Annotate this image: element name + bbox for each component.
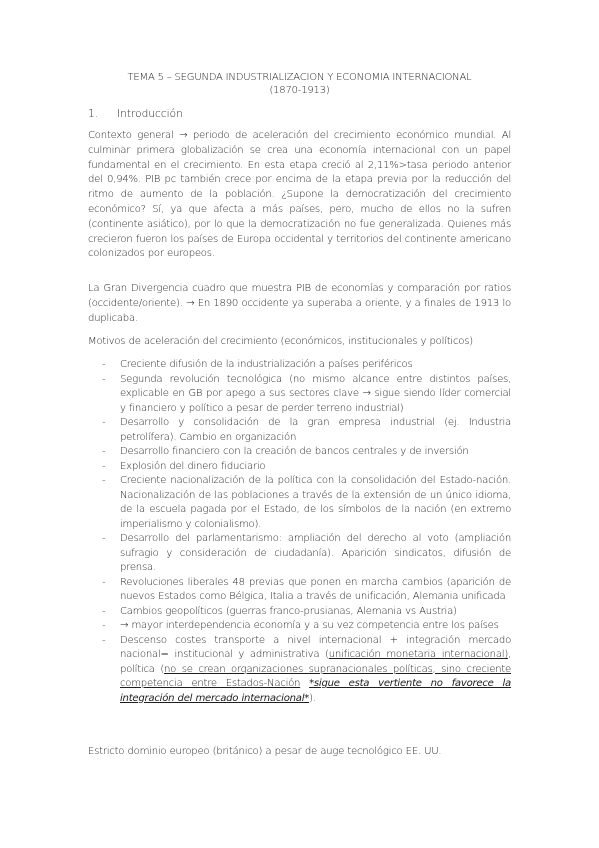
list-item: - Desarrollo y consolidación de la gran empresa industrial (ej. Industria petrolífera). Cambio en organización bbox=[102, 417, 511, 443]
list-item: - Revoluciones liberales 48 previas que ponen en marcha cambios (aparición de nuevos Estados como Bélgica, Italia a través de unificación, Alemania unificada bbox=[102, 576, 511, 602]
section-number: 1. bbox=[88, 108, 99, 120]
underlined-text: no se crean organizaciones supranacionales políticas, sino creciente competencia entre Estados-Nación bbox=[120, 663, 511, 689]
list-dash: - bbox=[102, 373, 106, 385]
underlined-italic-note: *sigue esta vertiente no favorece la integración del mercado internacional* bbox=[120, 678, 511, 704]
list-dash: - bbox=[102, 446, 106, 457]
list-item-transport: - Descenso costes transporte a nivel internacional + integración mercado nacional= institucional y administrativa (unificación monetaria internacional), política (no se crean organizaciones supranacionales políticas, sino creciente competencia entre Estados-Nación *sigue esta vertiente no favorece la integración del mercado internacional*). bbox=[102, 634, 511, 704]
list-dash: - bbox=[102, 634, 106, 646]
list-dash: - bbox=[102, 605, 106, 617]
list-item: - Cambios geopolíticos (guerras franco-prusianas, Alemania vs Austria) bbox=[102, 605, 511, 620]
list-dash: - bbox=[102, 533, 106, 544]
paragraph-context: Contexto general → periodo de aceleración del crecimiento económico mundial. Al culminar primera globalización se crea una economía internacional con un papel fundamental en el crecimiento. En esta etapa creció al 2,11%>tasa periodo anterior del 0,94%. PIB pc también crece por encima de la etapa previa por la reducción del ritmo de aumento de la población. ¿Supone la democratización del crecimiento económico? Sí, ya que afecta a más países, pero, mucho de ellos no la sufren (continente asiático), por lo que la democratización no fue generalizada. Quienes más crecieron fueron los países de Europa occidental y territorios del continente americano colonizados por europeos. bbox=[88, 130, 511, 260]
paragraph-european-dominance: Estricto dominio europeo (británico) a pesar de auge tecnológico EE. UU. bbox=[88, 746, 442, 757]
list-dash: - bbox=[102, 475, 106, 486]
motives-list bbox=[102, 358, 511, 706]
paragraph-motives: Motivos de aceleración del crecimiento (económicos, institucionales y políticos) bbox=[88, 336, 473, 347]
title-line-2: (1870-1913) bbox=[269, 85, 330, 96]
underlined-text: unificación monetaria internacional) bbox=[328, 649, 509, 660]
list-dash: - bbox=[102, 576, 106, 588]
list-item: - Segunda revolución tecnológica (no mismo alcance entre distintos países, explicable en GB por apego a sus sectores clave → sigue siendo líder comercial y financiero y político a pesar de perder terreno industrial) bbox=[102, 373, 511, 414]
list-item: - Desarrollo del parlamentarismo: ampliación del derecho al voto (ampliación sufragio y consideración de ciudadanía). Aparición sindicatos, difusión de prensa. bbox=[102, 533, 511, 573]
list-item: - Creciente difusión de la industrialización a países periféricos bbox=[102, 358, 511, 373]
list-item: - → mayor interdependencia economía y a su vez competencia entre los países bbox=[102, 619, 511, 634]
list-dash: - bbox=[102, 460, 106, 472]
section-label: Introducción bbox=[117, 108, 183, 120]
paragraph-great-divergence: La Gran Divergencia cuadro que muestra PIB de economías y comparación por ratios (occidente/oriente). → En 1890 occidente ya superaba a oriente, y a finales de 1913 lo duplicaba. bbox=[88, 283, 511, 324]
title-line-1: TEMA 5 – SEGUNDA INDUSTRIALIZACION Y ECONOMIA INTERNACIONAL bbox=[127, 72, 472, 83]
document-title bbox=[88, 71, 511, 97]
section-heading bbox=[88, 108, 183, 120]
list-dash: - bbox=[102, 417, 106, 428]
list-dash: - bbox=[102, 620, 106, 631]
list-item: - Desarrollo financiero con la creación de bancos centrales y de inversión bbox=[102, 445, 511, 460]
list-item: - Explosión del dinero fiduciario bbox=[102, 460, 511, 475]
list-item: - Creciente nacionalización de la política con la consolidación del Estado-nación. Nacionalización de las poblaciones a través de la extensión de un único idioma, de la escuela pagada por el Estado, de los símbolos de la nación (en extremo imperialismo y colonialismo). bbox=[102, 475, 511, 530]
list-dash: - bbox=[102, 359, 106, 370]
